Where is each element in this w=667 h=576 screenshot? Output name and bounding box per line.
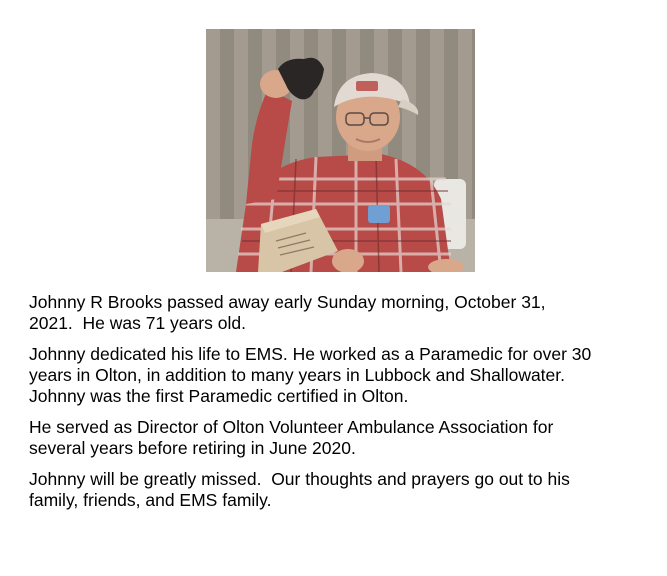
paragraph-director-line-2: several years before retiring in June 2020. bbox=[29, 438, 356, 458]
paragraph-announcement bbox=[29, 292, 649, 334]
paragraph-career bbox=[29, 344, 649, 407]
paragraph-career-line-3: Johnny was the first Paramedic certified in Olton. bbox=[29, 386, 409, 406]
paragraph-announcement-line-2: 2021. He was 71 years old. bbox=[29, 313, 246, 333]
paragraph-announcement-line-1: Johnny R Brooks passed away early Sunday morning, October 31, bbox=[29, 292, 546, 312]
paragraph-remembrance-line-2: family, friends, and EMS family. bbox=[29, 490, 272, 510]
paragraph-director bbox=[29, 417, 649, 459]
paragraph-director-line-1: He served as Director of Olton Volunteer Ambulance Association for bbox=[29, 417, 554, 437]
paragraph-career-line-2: years in Olton, in addition to many years in Lubbock and Shallowater. bbox=[29, 365, 566, 385]
memorial-photo bbox=[206, 29, 475, 272]
memorial-photo-image bbox=[206, 29, 475, 272]
paragraph-remembrance-line-1: Johnny will be greatly missed. Our thoughts and prayers go out to his bbox=[29, 469, 570, 489]
paragraph-career-line-1: Johnny dedicated his life to EMS. He worked as a Paramedic for over 30 bbox=[29, 344, 592, 364]
paragraph-remembrance bbox=[29, 469, 649, 511]
obituary-text bbox=[29, 292, 649, 521]
